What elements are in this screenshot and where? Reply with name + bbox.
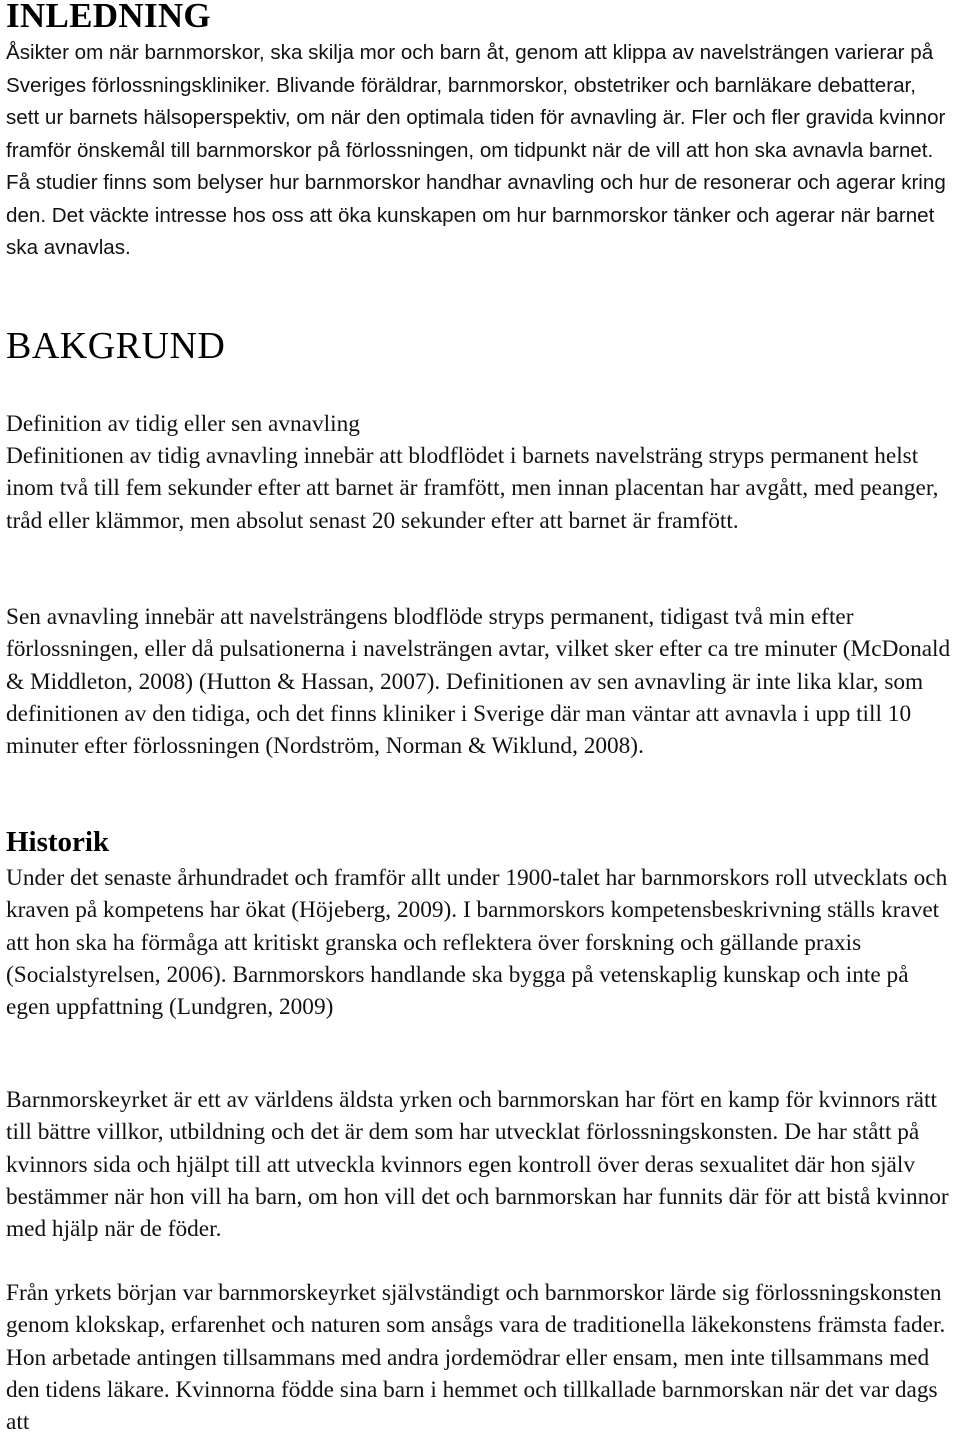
early-clamping-paragraph: Definitionen av tidig avnavling innebär att blodflödet i barnets navelsträng stryps permanent helst inom två till fem sekunder efter att barnet är framfött, men innan placentan har avgått, med peanger, tråd eller klämmor, men absolut senast 20 sekunder efter att barnet är framfött.	[6, 443, 939, 534]
heading-historik: Historik	[6, 826, 110, 858]
heading-bakgrund: BAKGRUND	[6, 325, 226, 367]
history-profession-paragraph: Barnmorskeyrket är ett av världens äldsta yrken och barnmorskan har fört en kamp för kvinnors rätt till bättre villkor, utbildning och det är dem som har utvecklat förlossningskonsten. De har stått på kvinnors sida och hjälpt till att utveckla kvinnors egen kontroll över deras sexualitet där hon själv bestämmer när hon vill ha barn, om hon vill det och barnmorskan har funnits där för att bistå kvinnor med hjälp när de föder.	[6, 1087, 949, 1243]
heading-inledning: INLEDNING	[6, 0, 211, 35]
definition-subheading: Definition av tidig eller sen avnavling	[6, 411, 360, 437]
intro-paragraph: Åsikter om när barnmorskor, ska skilja mor och barn åt, genom att klippa av navelsträngen varierar på Sveriges förlossningskliniker. Blivande föräldrar, barnmorskor, obstetriker och barnläkare debatterar, sett ur barnets hälsoperspektiv, om när den optimala tiden för avnavling är. Fler och fler gravida kvinnor framför önskemål till barnmorskor på förlossningen, om tidpunkt när de vill att hon ska avnavla barnet. Få studier finns som belyser hur barnmorskor handhar avnavling och hur de resonerar och agerar kring den. Det väckte intresse hos oss att öka kunskapen om hur barnmorskor tänker och agerar när barnet ska avnavlas.	[6, 41, 946, 259]
history-competence-paragraph: Under det senaste århundradet och framför allt under 1900-talet har barnmorskors roll utvecklats och kraven på kompetens har ökat (Höjeberg, 2009). I barnmorskors kompetensbeskrivning ställs kravet att hon ska ha förmåga att kritiskt granska och reflektera över forskning och gällande praxis (Socialstyrelsen, 2006). Barnmorskors handlande ska bygga på vetenskaplig kunskap och inte på egen uppfattning (Lundgren, 2009)	[6, 865, 948, 1021]
late-clamping-paragraph: Sen avnavling innebär att navelsträngens blodflöde stryps permanent, tidigast två min efter förlossningen, eller då pulsationerna i navelsträngen avtar, vilket sker efter ca tre minuter (McDonald & Middleton, 2008) (Hutton & Hassan, 2007). Definitionen av sen avnavling är inte lika klar, som definitionen av den tidiga, och det finns kliniker i Sverige där man väntar att avnavla i upp till 10 minuter efter förlossningen (Nordström, Norman & Wiklund, 2008).	[6, 604, 951, 760]
history-origins-paragraph: Från yrkets början var barnmorskeyrket självständigt och barnmorskor lärde sig förlossningskonsten genom klokskap, erfarenhet och naturen som ansågs vara de traditionella läkekonstens främsta fader. Hon arbetade antingen tillsammans med andra jordemödrar eller ensam, men inte tillsammans med den tidens läkare. Kvinnorna födde sina barn i hemmet och tillkallade barnmorskan när det var dags att	[6, 1280, 946, 1435]
